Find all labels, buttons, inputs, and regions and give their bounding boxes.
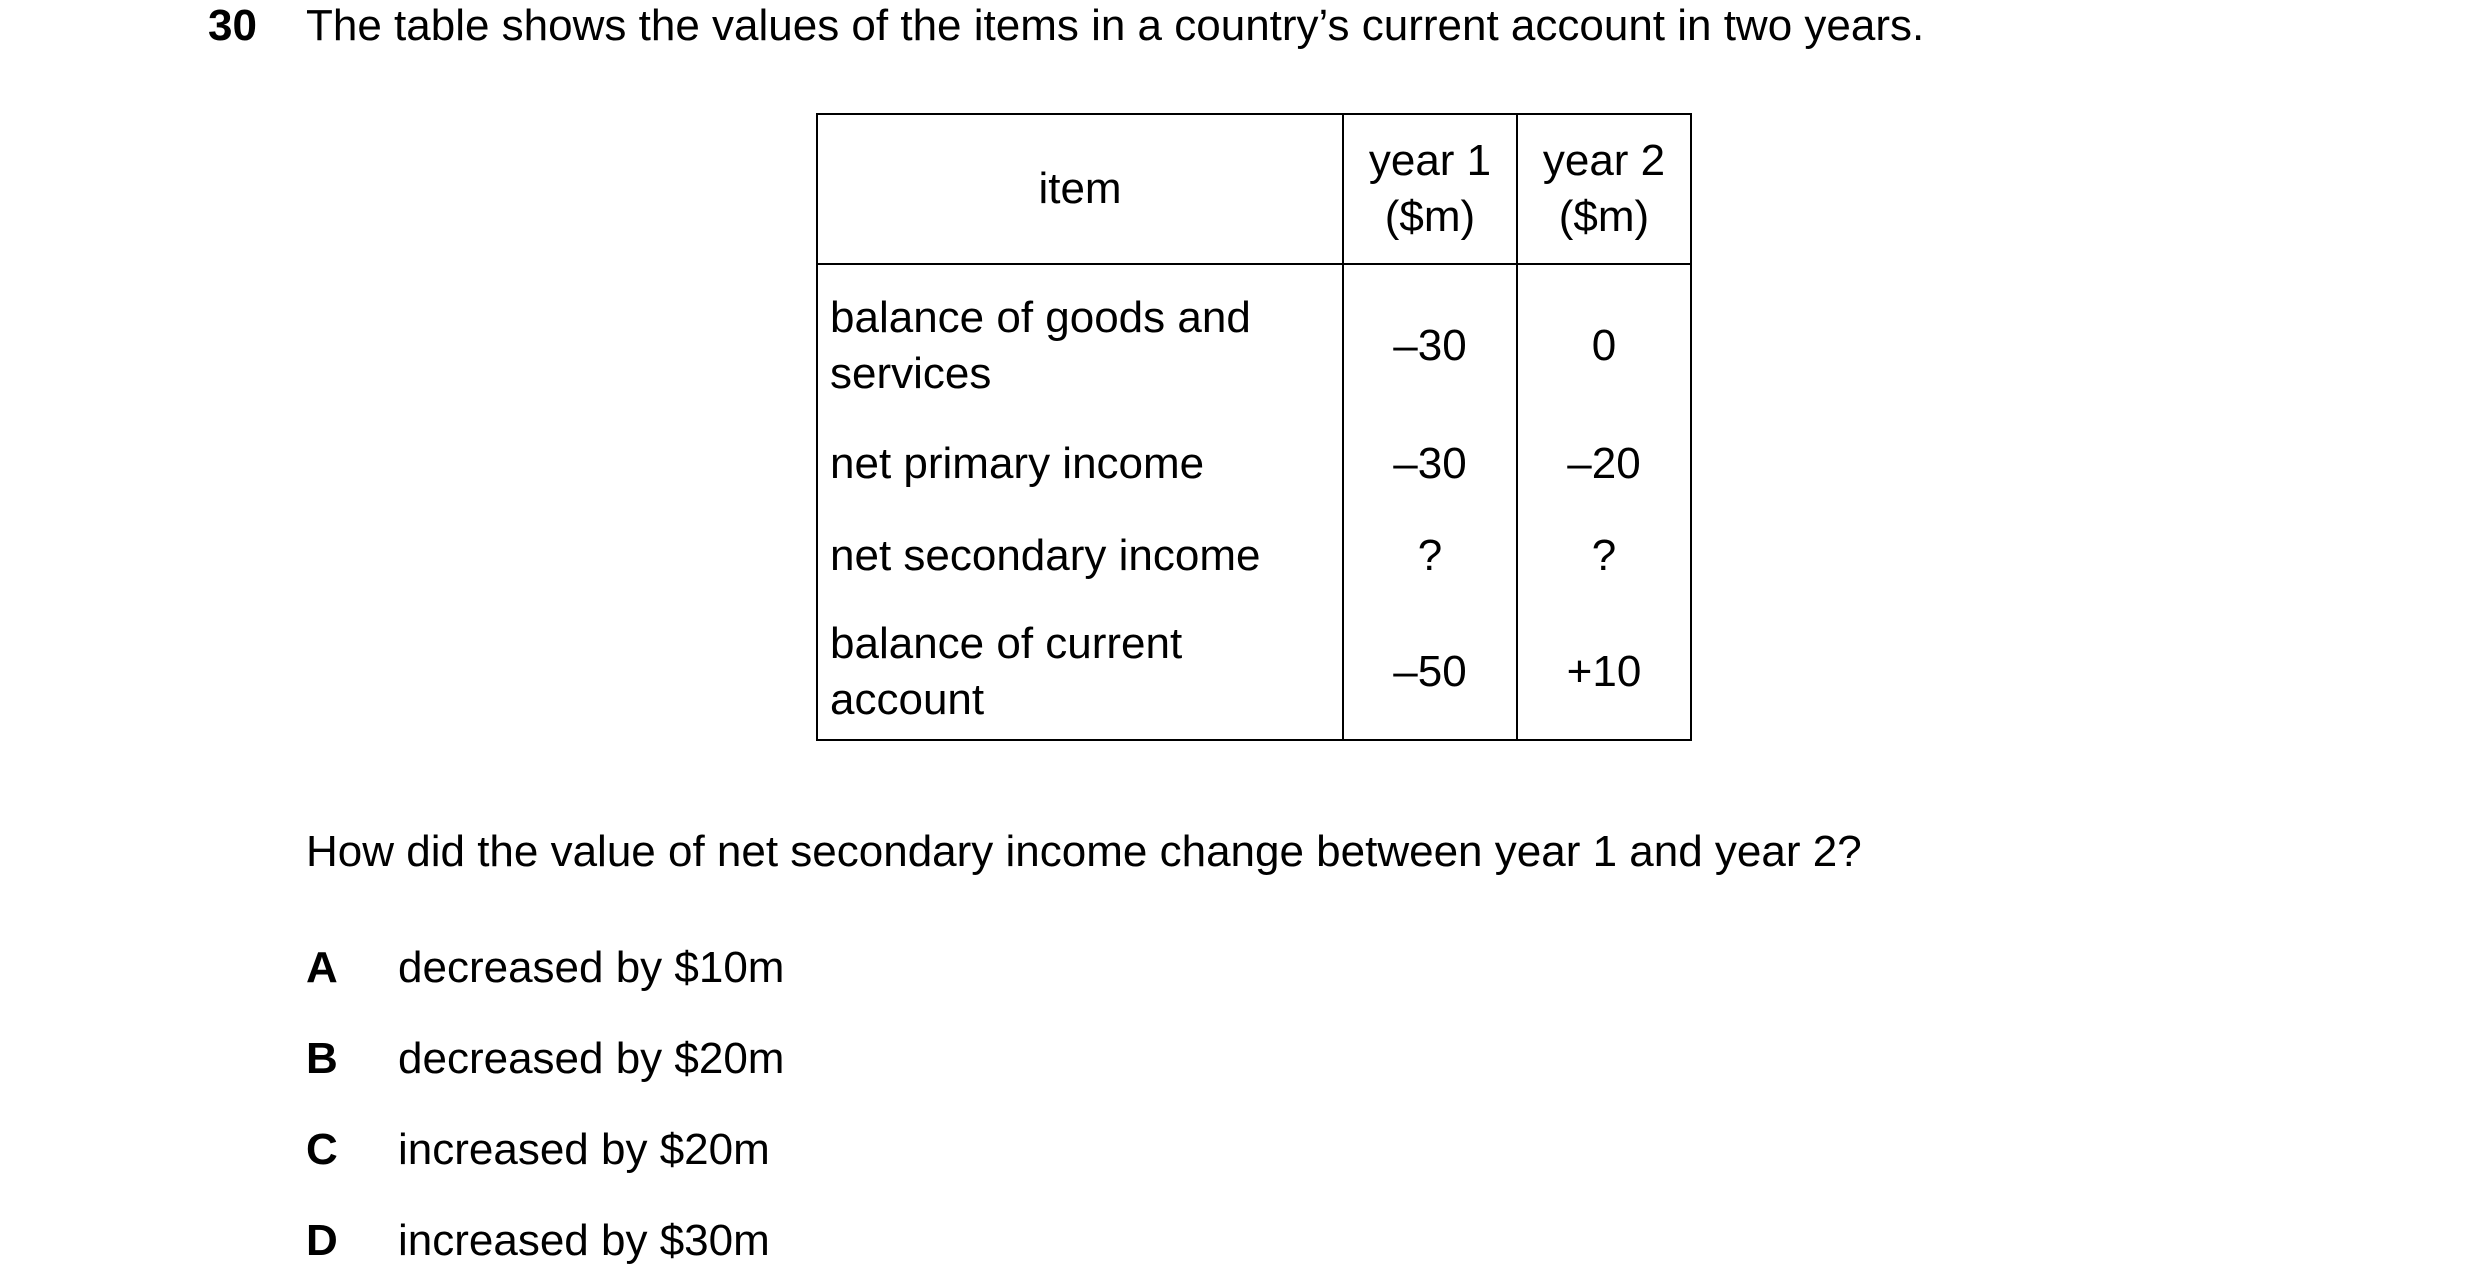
header-item bbox=[817, 114, 1343, 264]
option-c[interactable] bbox=[306, 1124, 770, 1176]
header-year-1-label: year 1 bbox=[1368, 136, 1492, 185]
row-year-2-value: ? bbox=[1517, 507, 1691, 605]
option-a[interactable] bbox=[306, 942, 784, 994]
table-row bbox=[817, 507, 1691, 605]
row-year-1-value: –50 bbox=[1343, 605, 1517, 740]
current-account-table bbox=[816, 113, 1692, 741]
row-item-label: net primary income bbox=[817, 421, 1343, 507]
question-number: 30 bbox=[208, 1, 257, 50]
row-year-1-value: –30 bbox=[1343, 421, 1517, 507]
option-text: decreased by $10m bbox=[398, 943, 785, 992]
option-text: increased by $30m bbox=[398, 1216, 770, 1265]
row-year-2-value: 0 bbox=[1517, 264, 1691, 421]
option-text: decreased by $20m bbox=[398, 1034, 785, 1083]
header-year-2-label: year 2 bbox=[1542, 136, 1666, 185]
option-letter: A bbox=[306, 943, 338, 992]
question-prompt: How did the value of net secondary income change between year 1 and year 2? bbox=[306, 827, 1862, 876]
header-year-1 bbox=[1343, 114, 1517, 264]
option-d[interactable] bbox=[306, 1215, 770, 1267]
row-item-label: net secondary income bbox=[817, 507, 1343, 605]
row-item-label: balance of current account bbox=[817, 605, 1343, 740]
header-item-label: item bbox=[1038, 164, 1122, 213]
row-year-1-value: –30 bbox=[1343, 264, 1517, 421]
row-item-label: balance of goods and services bbox=[817, 264, 1343, 421]
table-row bbox=[817, 264, 1691, 421]
table-row bbox=[817, 605, 1691, 740]
question-stem: The table shows the values of the items in a country’s current account in two years. bbox=[306, 1, 1925, 50]
option-letter: B bbox=[306, 1034, 338, 1083]
row-year-2-value: –20 bbox=[1517, 421, 1691, 507]
option-text: increased by $20m bbox=[398, 1125, 770, 1174]
row-year-2-value: +10 bbox=[1517, 605, 1691, 740]
table-row bbox=[817, 421, 1691, 507]
table-header-row bbox=[817, 114, 1691, 264]
header-year-2-unit: ($m) bbox=[1558, 192, 1650, 241]
option-letter: D bbox=[306, 1216, 338, 1265]
row-year-1-value: ? bbox=[1343, 507, 1517, 605]
header-year-2 bbox=[1517, 114, 1691, 264]
header-year-1-unit: ($m) bbox=[1384, 192, 1476, 241]
option-b[interactable] bbox=[306, 1033, 784, 1085]
option-letter: C bbox=[306, 1125, 338, 1174]
